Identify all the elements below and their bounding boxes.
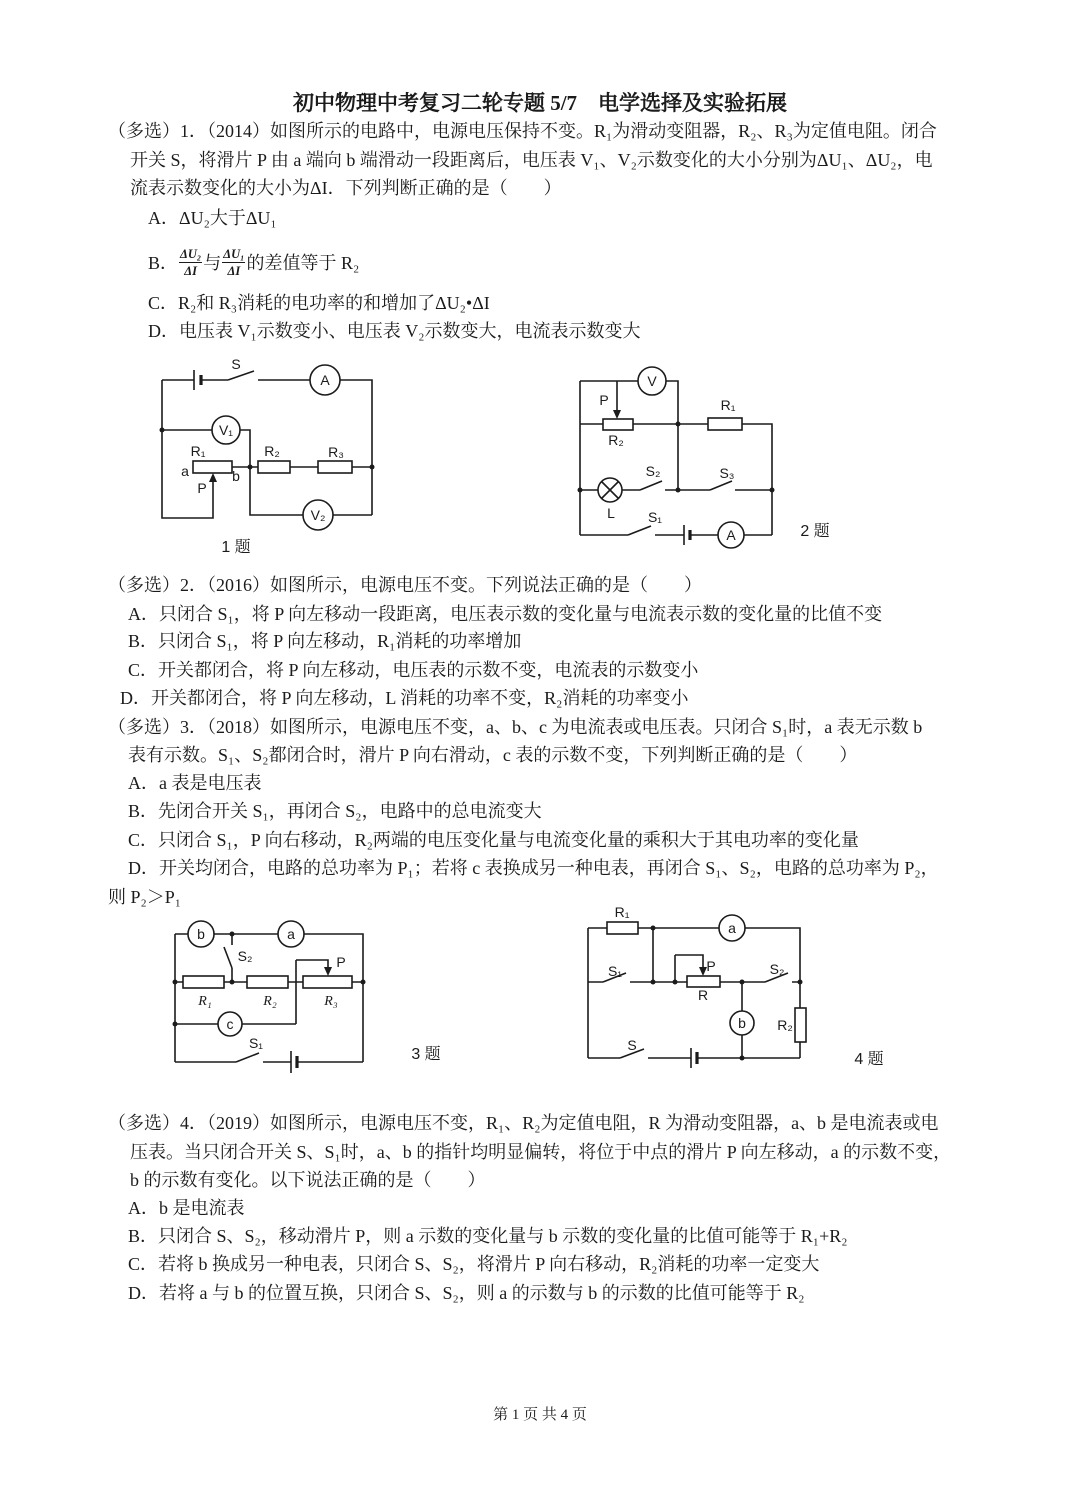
q4-stem-line-3: b 的示数有变化。以下说法正确的是（ ）: [130, 1170, 486, 1190]
q3-stem-line-2: 表有示数。S₁、S₂都闭合时，滑片 P 向右滑动，c 表的示数不变，下列判断正确的是（ ）: [128, 745, 858, 765]
fig4-junction: [651, 980, 656, 985]
fraction-numerator: ΔU₂: [180, 246, 202, 261]
fig4-junction: [651, 926, 656, 931]
q3-option-c: C．只闭合 S₁，P 向右移动，R₂两端的电压变化量与电流变化量的乘积大于其电功率的变化量: [128, 830, 859, 850]
fig1-caption: 1 题: [221, 539, 251, 556]
fig1-label-r1: R₁: [190, 443, 206, 459]
q1-option-b: [148, 244, 359, 280]
fig3-label-meter-b: b: [197, 926, 205, 942]
fig3-label-meter-c: c: [226, 1016, 234, 1032]
fig2-slider-arrow: [613, 410, 621, 419]
fig4-label-meter-a: a: [728, 920, 736, 936]
q4-option-a: A．b 是电流表: [128, 1198, 245, 1218]
fig3-switch-s2: [224, 947, 232, 968]
fig2-switch-s2: [640, 481, 662, 490]
fig2-label-r1: R₁: [720, 397, 736, 413]
fig3-label-s1: S₁: [248, 1035, 264, 1051]
fig2-junction: [676, 488, 681, 493]
fig3-slider-arrow: [324, 967, 332, 976]
q3-option-d-line-2: 则 P₂＞P₁: [108, 887, 182, 907]
page-title: 初中物理中考复习二轮专题 5/7 电学选择及实验拓展: [292, 91, 788, 115]
q1-option-c: C．R₂和 R₃消耗的电功率的和增加了ΔU₂•ΔI: [148, 293, 490, 313]
fig2-resistor-r1: [708, 418, 742, 430]
fig3-label-slider: P: [336, 954, 346, 970]
fig1-resistor-r3: [318, 461, 352, 473]
fig3-label-s2: S₂: [237, 948, 253, 964]
fig1-label-end-b: b: [232, 468, 240, 484]
fig1-label-v2: V₂: [310, 507, 326, 523]
q2-option-a: A．只闭合 S₁，将 P 向左移动一段距离，电压表示数的变化量与电流表示数的变化量的比值不变: [128, 604, 883, 624]
fig4-label-meter-b: b: [738, 1015, 746, 1031]
fig4-junction: [673, 980, 678, 985]
fraction-numerator: ΔU₁: [223, 246, 245, 261]
q2-option-b: B．只闭合 S₁，将 P 向左移动，R₁消耗的功率增加: [128, 631, 522, 651]
fig3-switch-s1: [236, 1053, 259, 1062]
q1-option-b-tail: 的差值等于 R₂: [246, 253, 360, 273]
fig3-junction: [173, 1022, 178, 1027]
fig2-caption: 2 题: [800, 523, 830, 540]
fig4-label-slider: P: [706, 958, 716, 974]
fig4-label-s2: S₂: [769, 961, 785, 977]
fig2-label-r2: R₂: [608, 432, 624, 448]
fig3-label-meter-a: a: [287, 926, 295, 942]
fig3-resistor-r1: [183, 976, 224, 988]
fig4-junction: [740, 1056, 745, 1061]
fig4-label-switch-s: S: [627, 1037, 637, 1053]
fig4-rheostat-r: [687, 976, 720, 987]
q1-stem-line-2: 开关 S，将滑片 P 由 a 端向 b 端滑动一段距离后，电压表 V₁、V₂示数变化的大小分别为ΔU₁、ΔU₂，电: [130, 150, 933, 170]
q2-stem-line-1: （多选）2．（2016）如图所示，电源电压不变。下列说法正确的是（ ）: [108, 575, 702, 595]
fig4-label-rheostat: R: [697, 987, 709, 1003]
fig1-label-slider: P: [197, 480, 207, 496]
q3-stem-line-1: （多选）3．（2018）如图所示，电源电压不变，a、b、c 为电流表或电压表。只闭合 S₁时，a 表无示数 b: [108, 717, 923, 737]
q4-stem-line-2: 压表。当只闭合开关 S、S₁时，a、b 的指针均明显偏转，将位于中点的滑片 P 向左移动，a 的示数不变，: [130, 1142, 952, 1162]
q4-option-c: C．若将 b 换成另一种电表，只闭合 S、S₂，将滑片 P 向右移动，R₂消耗的功率一定变大: [128, 1254, 820, 1274]
fig4-label-r1: R₁: [614, 904, 630, 920]
fig4-junction: [740, 980, 745, 985]
fig1-label-ammeter: A: [320, 372, 330, 388]
fig2-label-s1: S₁: [647, 509, 663, 525]
q1-stem-line-3: 流表示数变化的大小为ΔI．下列判断正确的是（ ）: [130, 178, 562, 198]
fig1-label-switch: S: [231, 356, 241, 372]
fig3-junction: [230, 980, 235, 985]
q1-option-b-label: B．: [148, 253, 179, 273]
fig4-resistor-r1: [607, 922, 638, 934]
fig2-label-slider: P: [599, 392, 609, 408]
figure-3-circuit: [165, 915, 450, 1080]
fig1-switch-s: [228, 371, 254, 380]
q2-option-c: C．开关都闭合，将 P 向左移动，电压表的示数不变，电流表的示数变小: [128, 660, 699, 680]
fig3-rheostat-r3: [303, 976, 352, 988]
fig1-slider-arrow: [209, 473, 217, 482]
q1-option-d: D．电压表 V₁示数变小、电压表 V₂示数变大，电流表示数变大: [148, 321, 641, 341]
fig4-label-s1: S₁: [607, 963, 623, 979]
fig2-label-lamp: L: [607, 505, 615, 521]
fig1-label-r3: R₃: [328, 444, 344, 460]
fig3-resistor-r2: [247, 976, 288, 988]
fig1-label-r2: R₂: [264, 443, 280, 459]
q1-option-b-between: 与: [203, 253, 222, 273]
fig3-label-r2: R₂: [263, 994, 277, 1009]
fig2-label-ammeter: A: [726, 527, 736, 543]
q4-option-d: D．若将 a 与 b 的位置互换，只闭合 S、S₂，则 a 的示数与 b 的示数的比值可能等于 R₂: [128, 1283, 805, 1303]
q4-option-b: B．只闭合 S、S₂，移动滑片 P，则 a 示数的变化量与 b 示数的变化量的比值可能等于 R₁+R₂: [128, 1226, 848, 1246]
figure-1-circuit: [150, 352, 390, 564]
fig2-label-s2: S₂: [645, 463, 661, 479]
fig3-junction: [361, 980, 366, 985]
fig1-junction: [370, 465, 375, 470]
fig4-resistor-r2: [795, 1008, 806, 1042]
fig3-junction: [230, 932, 235, 937]
fig1-junction: [160, 428, 165, 433]
q3-option-d-line-1: D．开关均闭合，电路的总功率为 P₁；若将 c 表换成另一种电表，再闭合 S₁、S₂，电路的总功率为 P₂，: [128, 858, 939, 878]
fig2-switch-s3: [710, 481, 732, 490]
fig1-junction: [248, 465, 253, 470]
q1-stem-line-1: （多选）1．（2014）如图所示的电路中，电源电压保持不变。R₁为滑动变阻器，R₂、R₃为定值电阻。闭合: [108, 121, 937, 141]
fraction-du1-over-di: [222, 247, 245, 278]
page-footer: 第 1 页 共 4 页: [493, 1407, 587, 1423]
fig2-junction: [578, 488, 583, 493]
fig2-junction: [770, 488, 775, 493]
q2-option-d: D．开关都闭合，将 P 向左移动，L 消耗的功率不变，R₂消耗的功率变小: [120, 688, 689, 708]
fig3-junction: [173, 980, 178, 985]
fig4-caption: 4 题: [854, 1051, 884, 1068]
fig2-label-voltmeter: V: [647, 373, 657, 389]
fraction-denominator: ΔI: [227, 263, 241, 278]
fig2-switch-s1: [628, 526, 651, 535]
fig1-label-end-a: a: [181, 463, 189, 479]
fig3-caption: 3 题: [411, 1046, 441, 1063]
fig1-label-v1: V₁: [218, 422, 234, 438]
q1-option-a: A．ΔU₂大于ΔU₁: [148, 208, 277, 228]
q4-stem-line-1: （多选）4．（2019）如图所示，电源电压不变，R₁、R₂为定值电阻，R 为滑动变阻器，a、b 是电流表或电: [108, 1113, 939, 1133]
fig2-rheostat-r2: [603, 419, 633, 430]
q3-option-b: B．先闭合开关 S₁，再闭合 S₂，电路中的总电流变大: [128, 801, 542, 821]
fig3-label-r1: R₁: [198, 994, 212, 1009]
fraction-du2-over-di: [179, 247, 202, 278]
fig2-junction: [676, 422, 681, 427]
fig4-wires: [588, 928, 800, 1058]
q3-option-a: A．a 表是电压表: [128, 773, 262, 793]
fraction-denominator: ΔI: [184, 263, 197, 278]
fig3-label-r3: R₃: [324, 994, 338, 1009]
fig1-resistor-r2: [258, 461, 290, 473]
fig2-label-s3: S₃: [719, 465, 735, 481]
fig4-label-r2: R₂: [777, 1017, 793, 1033]
figure-2-circuit: [570, 360, 845, 550]
fig4-junction: [798, 980, 803, 985]
fig1-rheostat-r1: [193, 461, 232, 473]
figure-4-circuit: [578, 898, 898, 1076]
